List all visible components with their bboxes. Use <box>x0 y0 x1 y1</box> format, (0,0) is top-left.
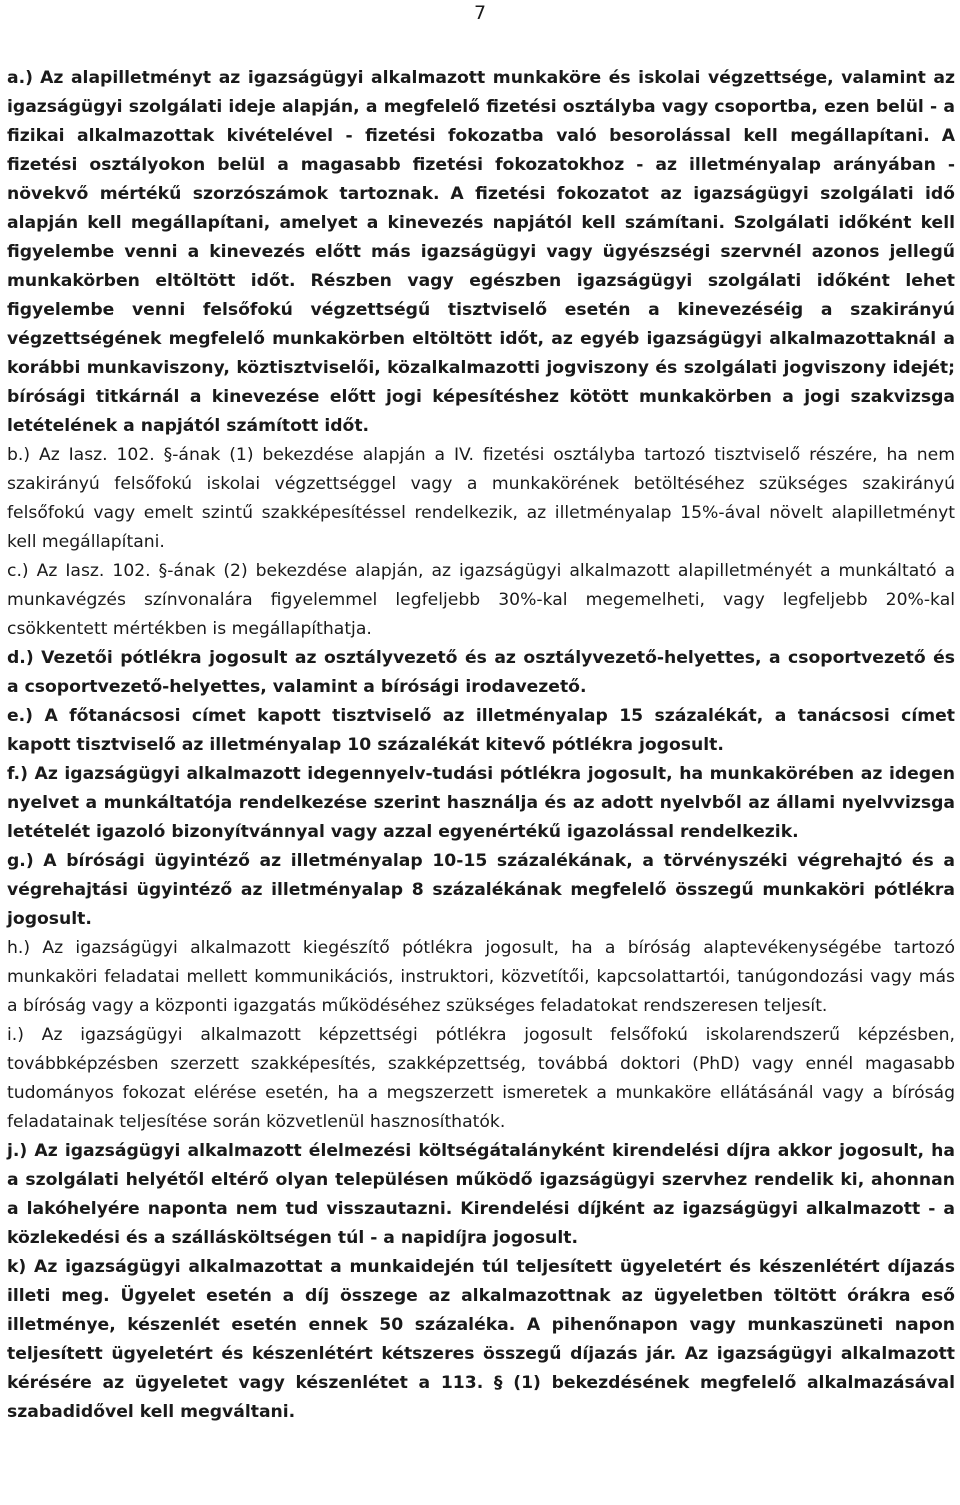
paragraph-c: c.) Az Iasz. 102. §-ának (2) bekezdése alapján, az igazságügyi alkalmazott alapilletményét a munkáltató a munkavégzés színvonalára figyelemmel legfeljebb 30%-kal megemelheti, vagy legfeljebb 20%-kal csökkentett mértékben is megállapíthatja. <box>7 561 955 639</box>
paragraph-d: d.) Vezetői pótlékra jogosult az osztályvezető és az osztályvezető-helyettes, a csoportvezető és a csoportvezető-helyettes, valamint a bírósági irodavezető. <box>7 648 955 697</box>
paragraph-a-sentence-3: A fizetési fokozatot az igazságügyi szolgálati idő alapján kell megállapítani, amelyet a kinevezés napjától kell számítani. <box>7 184 955 233</box>
paragraph-a-sentence-1: Az alapilletményt az igazságügyi alkalmazott munkaköre és iskolai végzettsége, valamint az igazságügyi szolgálati ideje alapján, a megfelelő fizetési osztályba vagy csoportba, ezen belül - a fizikai alkalmazottak kivételével - fizetési fokozatba való besorolással kell megállapítani. <box>7 68 955 146</box>
paragraph-i: i.) Az igazságügyi alkalmazott képzettségi pótlékra jogosult felsőfokú iskolarendszerű képzésben, továbbképzésben szerzett szakképesítés, szakképzettség, továbbá doktori (PhD) vagy ennél magasabb tudományos fokozat elérése esetén, ha a megszerzett ismeretek a munkaköre ellátásánál vagy a bíróság feladatainak teljesítése során közvetlenül hasznosíthatók. <box>7 1025 955 1132</box>
paragraph-j: j.) Az igazságügyi alkalmazott élelmezési költségátalányként kirendelési díjra akkor jogosult, ha a szolgálati helyétől eltérő olyan településen működő igazságügyi szervhez rendelik ki, ahonnan a lakóhelyére naponta nem tud visszautazni. Kirendelési díjként az igazságügyi alkalmazott - a közlekedési és a szállásköltségen túl - a napidíjra jogosult. <box>7 1141 955 1248</box>
paragraph-g: g.) A bírósági ügyintéző az illetményalap 10-15 százalékának, a törvényszéki végrehajtó és a végrehajtási ügyintéző az illetményalap 8 százalékának megfelelő összegű munkaköri pótlékra jogosult. <box>7 851 955 929</box>
paragraph-b: b.) Az Iasz. 102. §-ának (1) bekezdése alapján a IV. fizetési osztályba tartozó tisztviselő részére, ha nem szakirányú felsőfokú iskolai végzettséggel vagy a munkakörének betöltéséhez szükséges szakirányú felsőfokú vagy emelt szintű szakképesítéssel rendelkezik, az illetményalap 15%-ával növelt alapilletményt kell megállapítani. <box>7 445 955 552</box>
page-number: 7 <box>474 2 487 24</box>
paragraph-h: h.) Az igazságügyi alkalmazott kiegészítő pótlékra jogosult, ha a bíróság alaptevékenységébe tartozó munkaköri feladatai mellett kommunikációs, instruktori, közvetítői, kapcsolattartói, tanúgondozási vagy más a bíróság vagy a központi igazgatás működéséhez szükséges feladatokat rendszeresen teljesít. <box>7 938 955 1016</box>
paragraph-a-label: a.) <box>7 68 33 88</box>
paragraph-a <box>7 64 955 441</box>
paragraph-a-sentence-5: Részben vagy egészben igazságügyi szolgálati időként lehet figyelembe venni felsőfokú végzettségű tisztviselő esetén a kinevezéséig a szakirányú végzettségének megfelelő munkakörben eltöltött időt, az egyéb igazságügyi alkalmazottaknál a korábbi munkaviszony, köztisztviselői, közalkalmazotti jogviszony és szolgálati jogviszony idejét; bírósági titkárnál a kinevezése előtt jogi képesítéshez kötött munkakörben a jogi szakvizsga letételének a napjától számított időt. <box>7 271 956 436</box>
paragraph-k: k) Az igazságügyi alkalmazottat a munkaidején túl teljesített ügyeletért és készenlétért díjazás illeti meg. Ügyelet esetén a díj összege az alkalmazottnak az ügyeletben töltött órákra eső illetménye, készenlét esetén ennek 50 százaléka. A pihenőnapon vagy munkaszüneti napon teljesített ügyeletért és készenlétért kétszeres összegű díjazás jár. Az igazságügyi alkalmazott kérésére az ügyeletet vagy készenlétet a 113. § (1) bekezdésének megfelelő alkalmazásával szabadidővel kell megváltani. <box>7 1257 955 1422</box>
paragraph-f: f.) Az igazságügyi alkalmazott idegennyelv-tudási pótlékra jogosult, ha munkakörében az idegen nyelvet a munkáltatója rendelkezése szerint használja és az adott nyelvből az állami nyelvvizsga letételét igazoló bizonyítvánnyal vagy azzal egyenértékű igazolással rendelkezik. <box>7 764 955 842</box>
paragraph-e: e.) A főtanácsosi címet kapott tisztviselő az illetményalap 15 százalékát, a tanácsosi címet kapott tisztviselő az illetményalap 10 százalékát kitevő pótlékra jogosult. <box>7 706 955 755</box>
paragraph-a-sentence-4: Szolgálati időként kell figyelembe venni a kinevezés előtt más igazságügyi vagy ügyészségi szervnél azonos jellegű munkakörben eltöltött időt. <box>7 213 955 291</box>
paragraph-a-sentence-2: A fizetési osztályokon belül a magasabb fizetési fokozatokhoz - az illetményalap arányában - növekvő mértékű szorzószámok tartoznak. <box>7 126 955 204</box>
document-body <box>7 64 955 1427</box>
